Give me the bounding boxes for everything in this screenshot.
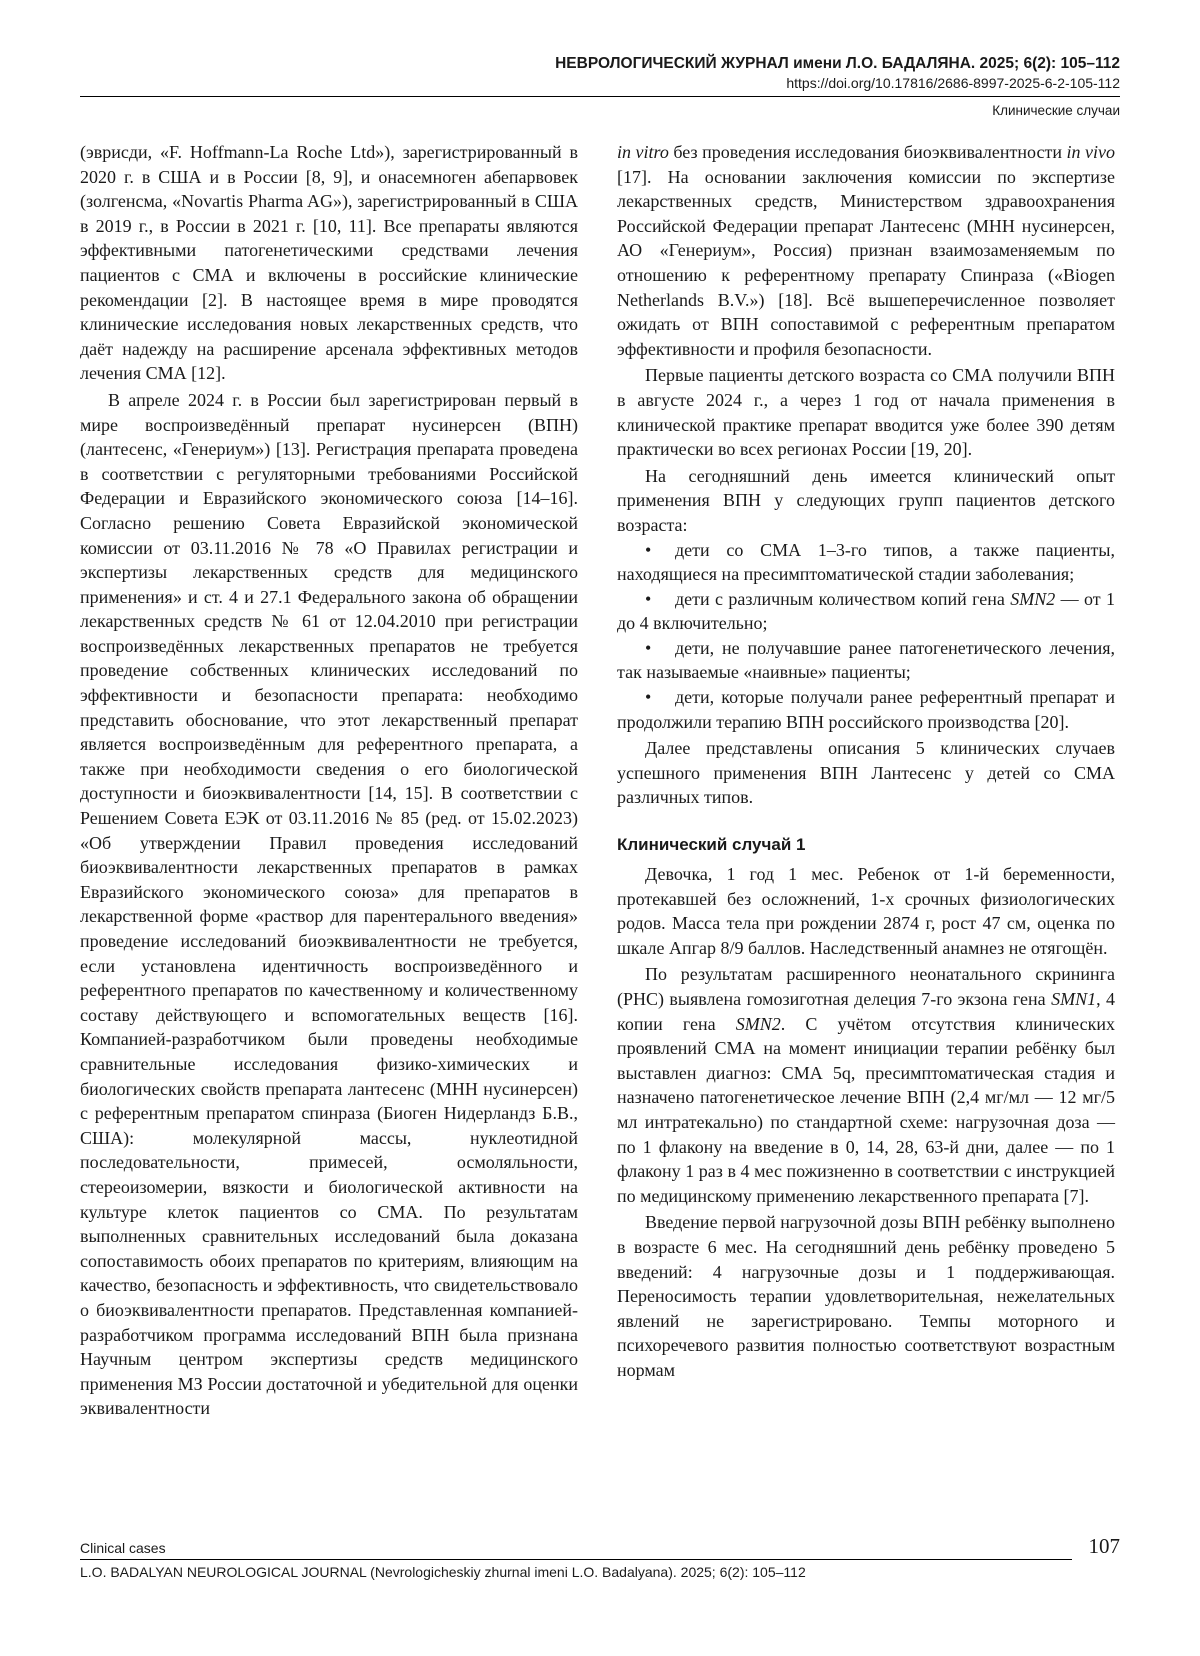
list-item-text: дети, не получавшие ранее патогенетического лечения, так называемые «наивные» пациенты;: [617, 637, 1115, 683]
case-heading: Клинический случай 1: [617, 835, 806, 855]
right-paragraph-4: Далее представлены описания 5 клинических случаев успешного применения ВПН Лантесенс у детей со СМА различных типов.: [617, 738, 1115, 808]
patient-groups-list: [617, 538, 1115, 735]
gene-name: SMN1: [1051, 989, 1097, 1009]
list-item-text: дети, которые получали ранее референтный препарат и продолжили терапию ВПН российского производства [20].: [617, 687, 1115, 732]
text-span: По результатам расширенного неонатального скрининга (РНС) выявлена гомозиготная делеция 7-го экзона гена: [617, 964, 1115, 1009]
footer-rule: [80, 1559, 1072, 1560]
bullet-icon: •: [645, 539, 652, 560]
bullet-icon: •: [645, 687, 652, 708]
page-header: [80, 54, 1120, 120]
right-column: [617, 140, 1115, 1383]
text-span: [17]. На основании заключения комиссии по экспертизе лекарственных средств, Министерством здравоохранения Российской Федерации препарат Лантесенс (МНН нусинерсен, АО «Генериум», Россия) признан взаимозаменяемым по отношению к референтному препарату Спинраза («Biogen Netherlands B.V.») [18]. Всё вышеперечисленное позволяет ожидать от ВПН сопоставимой с референтным препаратом эффективности и профиля безопасности.: [617, 166, 1115, 359]
right-paragraph-1: [617, 140, 1115, 361]
case-paragraph-2: [617, 962, 1115, 1208]
list-item-text: — от 1 до 4 включительно;: [617, 588, 1115, 634]
footer-journal: L.O. BADALYAN NEUROLOGICAL JOURNAL (Nevrologicheskiy zhurnal imeni L.O. Badalyana). 2025; 6(2): 105–112: [80, 1564, 806, 1580]
left-paragraph-1: (эврисди, «F. Hoffmann-La Roche Ltd»), зарегистрированный в 2020 г. в США и в России [8, 9], и онасемноген абепарвовек (золгенсма, «Novartis Pharma AG»), зарегистрированный в США в 2019 г., в России в 2021 г. [10, 11]. Все препараты являются эффективными патогенетическими средствами лечения пациентов с СМА и включены в российские клинические рекомендации [2]. В настоящее время в мире проводятся клинические исследования новых лекарственных средств, что даёт надежду на расширение арсенала эффективных методов лечения СМА [12].: [80, 142, 578, 384]
left-paragraph-2: В апреле 2024 г. в России был зарегистрирован первый в мире воспроизведённый препарат нусинерсен (ВПН) (лантесенс, «Генериум») [13]. Регистрация препарата проведена в соответствии с регуляторными требованиями Российской Федерации и Евразийского экономического союза [14–16]. Согласно решению Совета Евразийской экономической комиссии от 03.11.2016 № 78 «О Правилах регистрации и экспертизы лекарственных средств для медицинского применения» и ст. 4 и 27.1 Федерального закона об обращении лекарственных средств № 61 от 12.04.2010 при регистрации воспроизведённых лекарственных препаратов не требуется проведение собственных клинических исследований по эффективности и безопасности препарата: необходимо представить обоснование, что этот лекарственный препарат является воспроизведённым для референтного препарата, а также при необходимости сведения о его биологической доступности и биоэквивалентности [14, 15]. В соответствии с Решением Совета ЕЭК от 03.11.2016 № 85 (ред. от 15.02.2023) «Об утверждении Правил проведения исследований биоэквивалентности лекарственных препаратов в рамках Евразийского экономического союза» для препаратов в лекарственной форме «раствор для парентерального введения» проведение исследований биоэквивалентности не требуется, если установлена идентичность воспроизведённого и референтного препаратов по качественному и количественному составу действующего и вспомогательных веществ [16]. Компанией-разработчиком были проведены необходимые сравнительные исследования физико-химических и биологических свойств препарата лантесенс (МНН нусинерсен) с референтным препаратом спинраза (Биоген Нидерландз Б.В., США): молекулярной массы, нуклеотидной последовательности, примесей, осмоляльности, стереоизомерии, вязкости и биологической активности на культуре клеток пациентов со СМА. По результатам выполненных сравнительных исследований была доказана сопоставимость обоих препаратов по критериям, влияющим на качество, безопасность и эффективность, что свидетельствовало о биоэквивалентности препаратов. Представленная компанией-разработчиком программа исследований ВПН была признана Научным центром экспертизы средств медицинского применения МЗ России достаточной и убедительной для оценки эквивалентности: [80, 389, 578, 1419]
text-span: , 4 копии гена: [617, 989, 1115, 1034]
gene-name: SMN2: [735, 1013, 781, 1034]
page-number: 107: [1088, 1534, 1120, 1558]
bullet-icon: •: [645, 588, 652, 609]
section-label: Клинические случаи: [992, 103, 1120, 118]
list-item-text: дети с различным количеством копий гена: [675, 588, 1011, 609]
doi-link[interactable]: https://doi.org/10.17816/2686-8997-2025-6-2-105-112: [786, 75, 1120, 91]
header-rule: [80, 96, 1120, 97]
right-paragraph-2: Первые пациенты детского возраста со СМА получили ВПН в августе 2024 г., а через 1 год от начала применения в клинической практике препарат вводится уже более 390 детям практически во всех регионах России [19, 20].: [617, 365, 1115, 460]
bullet-icon: •: [645, 637, 652, 658]
case-paragraph-3: Введение первой нагрузочной дозы ВПН ребёнку выполнено в возрасте 6 мес. На сегодняшний день ребёнку проведено 5 введений: 4 нагрузочные дозы и 1 поддерживающая. Переносимость терапии удовлетворительная, нежелательных явлений не зарегистрировано. Темпы моторного и психоречевого развития полностью соответствуют возрастным нормам: [617, 1212, 1115, 1380]
footer-section-label: Clinical cases: [80, 1540, 166, 1556]
list-item: [617, 538, 1115, 587]
list-item: [617, 685, 1115, 734]
right-paragraph-3: На сегодняшний день имеется клинический опыт применения ВПН у следующих групп пациентов детского возраста:: [617, 465, 1115, 535]
text-span: без проведения исследования биоэквивалентности: [668, 142, 1067, 162]
case-paragraph-1: Девочка, 1 год 1 мес. Ребенок от 1-й беременности, протекавшей без осложнений, 1-х срочных физиологических родов. Масса тела при рождении 2874 г, рост 47 см, оценка по шкале Апгар 8/9 баллов. Наследственный анамнез не отягощён.: [617, 864, 1115, 958]
page-footer: [80, 1536, 1120, 1580]
left-column: [80, 140, 578, 1421]
list-item-text: дети со СМА 1–3-го типов, а также пациенты, находящиеся на пресимптоматической стадии заболевания;: [617, 539, 1115, 585]
journal-title: НЕВРОЛОГИЧЕСКИЙ ЖУРНАЛ имени Л.О. БАДАЛЯНА. 2025; 6(2): 105–112: [555, 55, 1120, 72]
gene-name: SMN2: [1010, 588, 1056, 609]
text-span: . С учётом отсутствия клинических проявлений СМА на момент инициации терапии ребёнку был выставлен диагноз: СМА 5q, пресимптоматическая стадия и назначено патогенетическое лечение ВПН (2,4 мг/мл — 12 мг/5 мл интратекально) по стандартной схеме: нагрузочная доза — по 1 флакону на введение в 0, 14, 28, 63-й дни, далее — по 1 флакону 1 раз в 4 мес пожизненно в соответствии с инструкцией по медицинскому применению лекарственного препарата [7].: [617, 1013, 1115, 1206]
italic-in-vitro: in vitro: [617, 142, 669, 162]
italic-in-vivo: in vivo: [1066, 142, 1115, 162]
list-item: [617, 636, 1115, 685]
list-item: [617, 587, 1115, 636]
